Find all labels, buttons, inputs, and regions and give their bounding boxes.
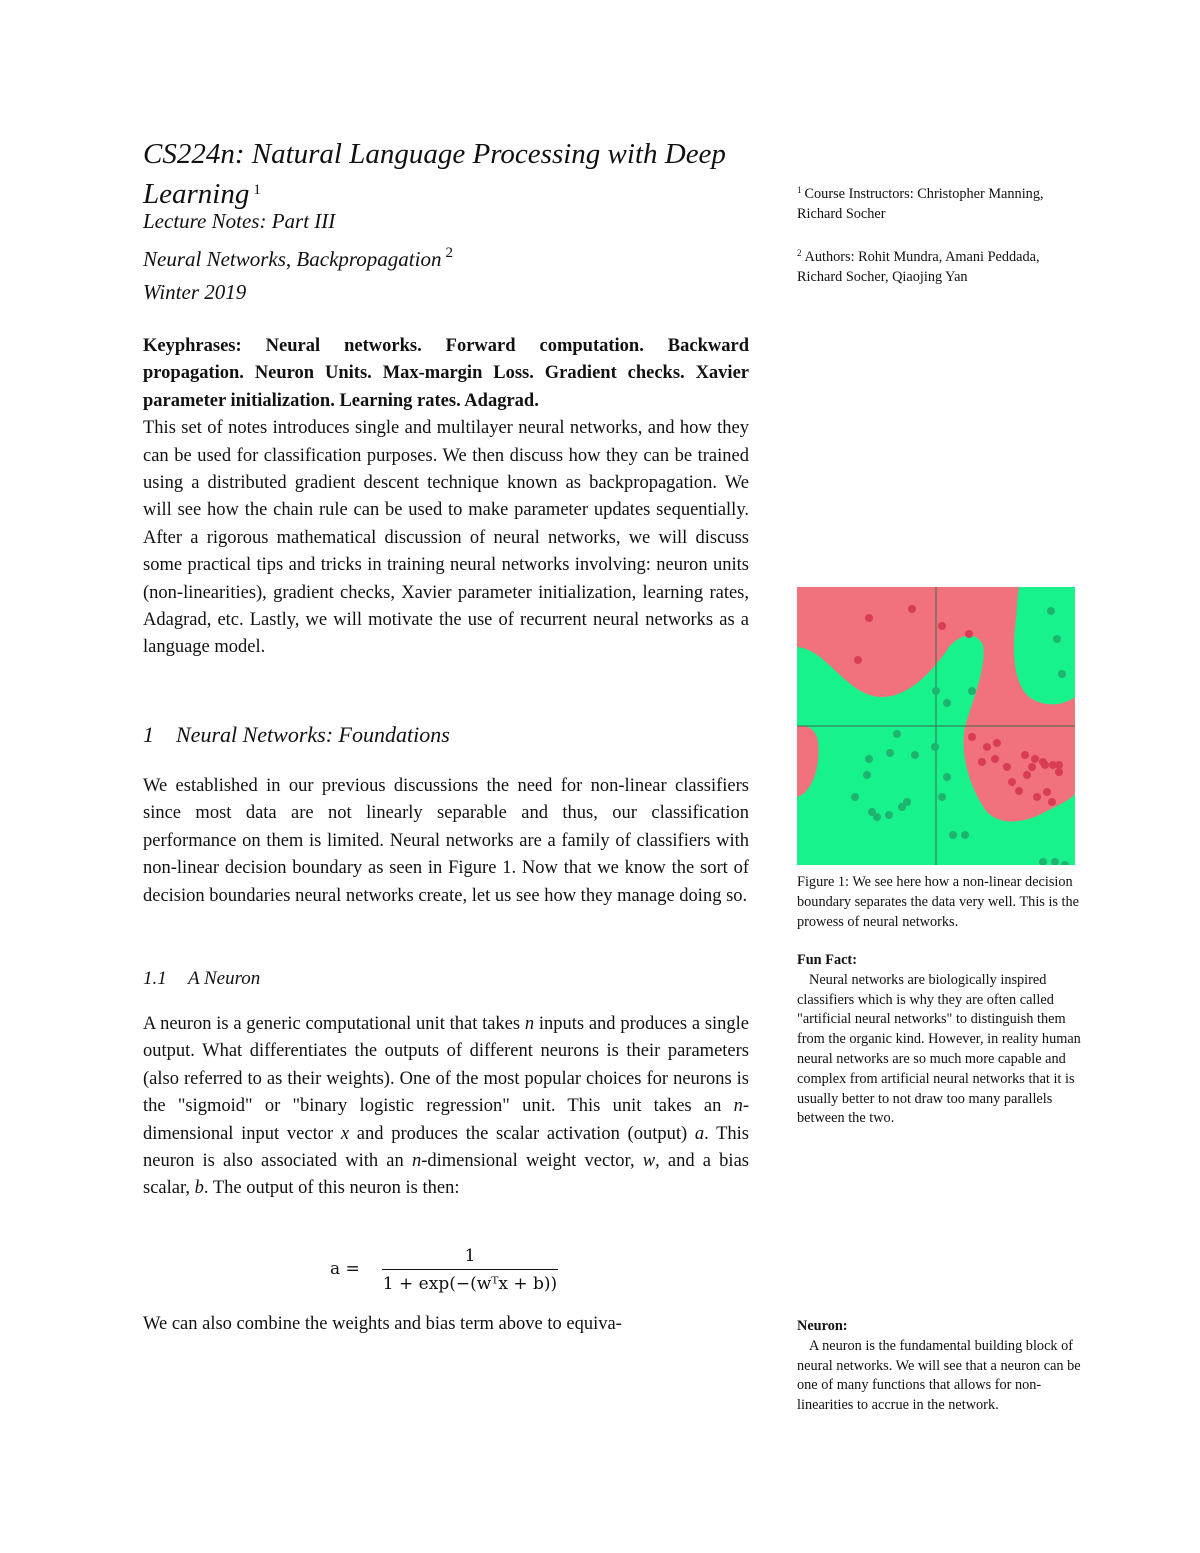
- green-data-point: [851, 793, 859, 801]
- red-data-point: [978, 758, 986, 766]
- abstract-text: This set of notes introduces single and multilayer neural networks, and how they can be used for classification purposes. We then discuss how they can be trained using a distributed gradient descent technique known as backpropagation. We will see how the chain rule can be used to make parameter updates sequentially. After a rigorous mathematical discussion of neural networks, we will discuss some practical tips and tricks in training neural networks involving: neuron units (non-linearities), gradient checks, Xavier parameter initialization, learning rates, Adagrad, etc. Lastly, we will motivate the use of recurrent neural networks as a language model.: [143, 418, 749, 658]
- green-data-point: [1047, 607, 1055, 615]
- green-data-point: [938, 793, 946, 801]
- var-b: b: [194, 1178, 204, 1199]
- red-data-point: [1028, 763, 1036, 771]
- green-data-point: [943, 699, 951, 707]
- neuron-paragraph: [143, 1011, 749, 1203]
- keyphrases: Neural networks. Forward computation. Backward propagation. Neuron Units. Max-margin Loss. Gradient checks. Xavier parameter initialization. Learning rates. Adagrad.: [143, 336, 750, 411]
- var-a: a: [694, 1123, 705, 1144]
- sidenote-2-mark: 2: [797, 248, 802, 258]
- green-data-point: [863, 771, 871, 779]
- green-data-point: [865, 755, 873, 763]
- continuation-text: We can also combine the weights and bias term above to equiva-: [143, 1314, 622, 1334]
- neuron-text-5: . This neuron is also associated with an: [143, 1123, 750, 1172]
- abstract: [143, 333, 749, 662]
- page-title: [143, 136, 763, 212]
- green-data-point: [885, 811, 893, 819]
- green-data-point: [903, 798, 911, 806]
- green-data-point: [932, 687, 940, 695]
- subtitle-lecture: Lecture Notes: Part III: [143, 209, 336, 233]
- title-footnote-mark: 1: [253, 182, 261, 198]
- equation-lhs: a =: [330, 1259, 360, 1279]
- red-data-point: [1031, 755, 1039, 763]
- red-data-point: [1055, 768, 1063, 776]
- var-n: n: [733, 1096, 743, 1117]
- term: Winter 2019: [143, 280, 247, 304]
- red-data-point: [1055, 761, 1063, 769]
- figure-caption: Figure 1: We see here how a non-linear decision boundary separates the data very well. This is the prowess of neural networks.: [797, 874, 1080, 930]
- fun-fact-text: Neural networks are biologically inspired classifiers which is why they are often called "artificial neural networks" to distinguish them from the organic kind. However, in reality human neural networks are so much more capable and complex from artificial neural networks that it is usually better to not draw too many parallels between the two.: [797, 971, 1081, 1127]
- red-data-point: [983, 743, 991, 751]
- subsection-heading: [143, 968, 260, 990]
- green-data-point: [1058, 670, 1066, 678]
- red-data-point: [1043, 788, 1051, 796]
- section-title: Neural Networks: Foundations: [176, 722, 450, 747]
- red-data-point: [1015, 787, 1023, 795]
- red-data-point: [968, 733, 976, 741]
- red-data-point: [908, 605, 916, 613]
- equation-numerator: 1: [464, 1246, 476, 1266]
- green-data-point: [968, 687, 976, 695]
- subsection-title: A Neuron: [188, 968, 261, 989]
- green-region-top-right: [1014, 587, 1075, 704]
- green-data-point: [1053, 635, 1061, 643]
- decision-boundary-figure: [797, 587, 1075, 865]
- section-heading: [143, 722, 450, 748]
- red-data-point: [1041, 761, 1049, 769]
- red-data-point: [1003, 763, 1011, 771]
- sidenote-2-text: Authors: Rohit Mundra, Amani Peddada, Richard Socher, Qiaojing Yan: [797, 249, 1040, 285]
- green-data-point: [911, 751, 919, 759]
- equation-fraction: [382, 1245, 558, 1295]
- neuron-text-1: A neuron is a generic computational unit that takes: [143, 1014, 525, 1034]
- var-x: x: [340, 1123, 350, 1144]
- neuron-text-2: inputs and produces a single output. What differentiates the outputs of different neurons is their parameters (also referred to as their weights). One of the most popular choices for neurons is the "sigmoid" or "binary logistic regression" unit. This unit takes an: [143, 1014, 750, 1117]
- red-data-point: [965, 630, 973, 638]
- green-data-point: [943, 773, 951, 781]
- equation-denominator: 1 + exp(−(wᵀx + b)): [382, 1274, 558, 1294]
- fraction-bar: [382, 1269, 558, 1270]
- title-text: CS224n: Natural Language Processing with Deep Learning: [143, 138, 726, 210]
- sidenote-1: [797, 181, 1082, 225]
- red-data-point: [938, 622, 946, 630]
- var-n: n: [411, 1151, 422, 1172]
- sidenote-1-text: Course Instructors: Christopher Manning, Richard Socher: [797, 186, 1044, 222]
- green-data-point: [949, 831, 957, 839]
- red-data-point: [854, 656, 862, 664]
- red-data-point: [1008, 778, 1016, 786]
- var-w: w: [642, 1151, 656, 1172]
- green-data-point: [886, 749, 894, 757]
- sidenote-2: [797, 244, 1082, 288]
- section-1-paragraph: We established in our previous discussions the need for non-linear classifiers since most data are not linearly separable and thus, our classification performance on them is limited. Neural networks are a family of classifiers with non-linear decision boundary as seen in Figure 1. Now that we know the sort of decision boundaries neural networks create, let us see how they manage doing so.: [143, 776, 749, 906]
- red-data-point: [865, 614, 873, 622]
- red-data-point: [1033, 793, 1041, 801]
- green-data-point: [893, 730, 901, 738]
- red-data-point: [1021, 751, 1029, 759]
- red-data-point: [1023, 771, 1031, 779]
- var-n: n: [524, 1014, 535, 1034]
- sidenote-1-mark: 1: [797, 185, 802, 195]
- green-data-point: [931, 743, 939, 751]
- keyphrases-label: Keyphrases:: [143, 336, 242, 356]
- neuron-text-8: . The output of this neuron is then:: [203, 1178, 460, 1199]
- subsection-number: 1.1: [143, 968, 167, 989]
- subtitle-footnote-mark: 2: [445, 245, 453, 261]
- neuron-note-label: Neuron:: [797, 1318, 848, 1334]
- neuron-text-6: -dimensional weight vector,: [421, 1151, 643, 1172]
- red-data-point: [1048, 798, 1056, 806]
- green-data-point: [961, 831, 969, 839]
- sigmoid-equation: [330, 1245, 570, 1297]
- neuron-note: [797, 1317, 1082, 1416]
- fun-fact: [797, 951, 1082, 1129]
- red-data-point: [991, 755, 999, 763]
- neuron-text-3: -dimensional input vector: [143, 1096, 749, 1144]
- subtitle-topic-text: Neural Networks, Backpropagation: [143, 247, 442, 271]
- neuron-text-4: and produces the scalar activation (output): [349, 1123, 695, 1144]
- subtitle-topic: [143, 240, 453, 272]
- neuron-note-text: A neuron is the fundamental building block of neural networks. We will see that a neuron can be one of many functions that allows for non-linearities to accrue in the network.: [797, 1337, 1081, 1414]
- section-number: 1: [143, 722, 154, 747]
- neuron-text-7: , and a bias scalar,: [143, 1151, 749, 1199]
- green-data-point: [873, 813, 881, 821]
- fun-fact-label: Fun Fact:: [797, 952, 857, 968]
- red-data-point: [993, 739, 1001, 747]
